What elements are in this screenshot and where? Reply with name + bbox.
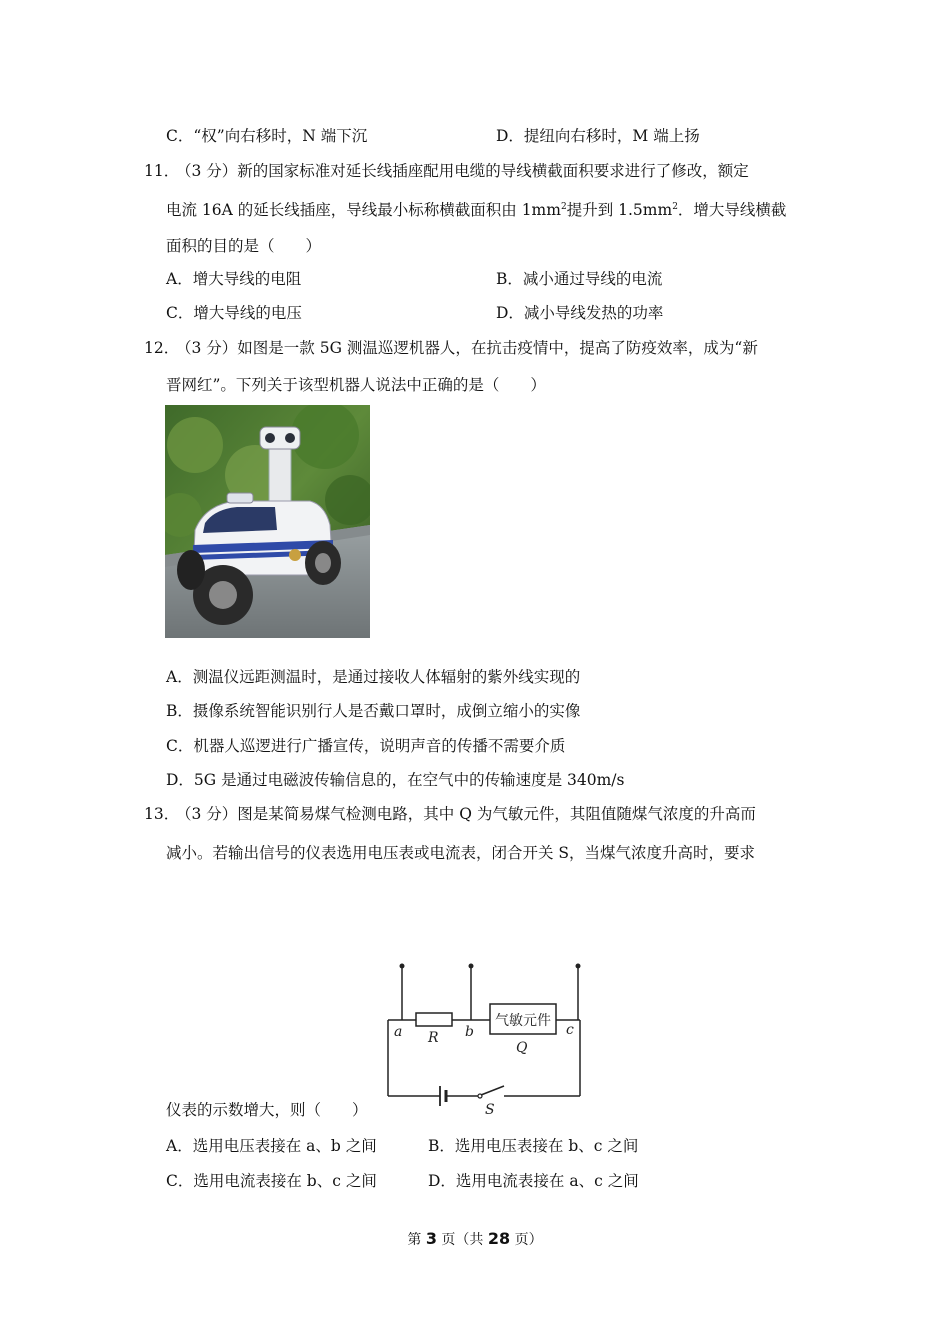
- q13-option-b: B．选用电压表接在 b、c 之间: [428, 1137, 639, 1155]
- circuit-label-a: a: [394, 1024, 403, 1040]
- q11-option-b: B．减小通过导线的电流: [496, 270, 663, 288]
- robot-photo-illustration: [165, 405, 370, 638]
- q12-option-d: D．5G 是通过电磁波传输信息的，在空气中的传输速度是 340m/s: [166, 771, 625, 789]
- circuit-diagram: [380, 958, 590, 1118]
- circuit-sensor-text: 气敏元件: [495, 1013, 551, 1029]
- circuit-label-s: S: [485, 1102, 495, 1118]
- q13-number: 13．: [144, 805, 180, 823]
- footer-total-pages: 28: [487, 1229, 511, 1248]
- q11-stem-line1: （3 分）新的国家标准对延长线插座配用电缆的导线横截面积要求进行了修改，额定: [176, 162, 749, 180]
- q11-superscript-2: 2: [672, 202, 678, 212]
- q13-stem-line1: （3 分）图是某简易煤气检测电路，其中 Q 为气敏元件，其阻值随煤气浓度的升高而: [176, 805, 756, 823]
- q11-stem-line2-a: 电流 16A 的延长线插座，导线最小标称横截面积由 1mm: [166, 201, 561, 219]
- footer-page-number: 3: [425, 1229, 437, 1248]
- q12-stem-line1: （3 分）如图是一款 5G 测温巡逻机器人，在抗击疫情中，提高了防疫效率，成为“新: [176, 339, 758, 357]
- q12-option-a: A．测温仪远距测温时，是通过接收人体辐射的紫外线实现的: [166, 668, 581, 686]
- q12-option-c: C．机器人巡逻进行广播宣传，说明声音的传播不需要介质: [166, 737, 566, 755]
- q11-option-a: A．增大导线的电阻: [166, 270, 302, 288]
- q13-stem-line2: 减小。若输出信号的仪表选用电压表或电流表，闭合开关 S，当煤气浓度升高时，要求: [166, 844, 756, 862]
- q11-stem-line2: [166, 200, 786, 220]
- q12-number: 12．: [144, 339, 180, 357]
- circuit-label-q: Q: [516, 1040, 528, 1056]
- page-footer: [0, 1229, 950, 1249]
- circuit-label-c: c: [566, 1022, 574, 1038]
- circuit-label-b: b: [465, 1024, 474, 1040]
- q11-stem-line2-c: ．增大导线横截: [677, 201, 787, 219]
- q11-option-c: C．增大导线的电压: [166, 304, 302, 322]
- q10-option-c: C．“权”向右移时，N 端下沉: [166, 127, 368, 145]
- q12-stem-line2: 晋网红”。下列关于该型机器人说法中正确的是（ ）: [166, 376, 546, 394]
- q11-stem-line3: 面积的目的是（ ）: [166, 237, 322, 255]
- q10-option-d: D．提纽向右移时，M 端上扬: [496, 127, 700, 145]
- q12-option-b: B．摄像系统智能识别行人是否戴口罩时，成倒立缩小的实像: [166, 702, 581, 720]
- footer-middle: 页（共: [436, 1232, 488, 1248]
- footer-suffix: 页）: [510, 1232, 543, 1248]
- robot-photo: [165, 405, 370, 638]
- q13-option-d: D．选用电流表接在 a、c 之间: [428, 1172, 639, 1190]
- q11-option-d: D．减小导线发热的功率: [496, 304, 664, 322]
- circuit-diagram-svg: [380, 958, 590, 1118]
- q13-option-a: A．选用电压表接在 a、b 之间: [166, 1137, 377, 1155]
- circuit-label-r: R: [428, 1030, 439, 1046]
- footer-prefix: 第: [407, 1232, 426, 1248]
- q13-option-c: C．选用电流表接在 b、c 之间: [166, 1172, 377, 1190]
- q11-number: 11．: [144, 162, 180, 180]
- q11-stem-line2-b: 提升到 1.5mm: [566, 201, 673, 219]
- q13-stem-line3: 仪表的示数增大，则（ ）: [166, 1101, 368, 1119]
- q11-superscript-1: 2: [560, 202, 567, 212]
